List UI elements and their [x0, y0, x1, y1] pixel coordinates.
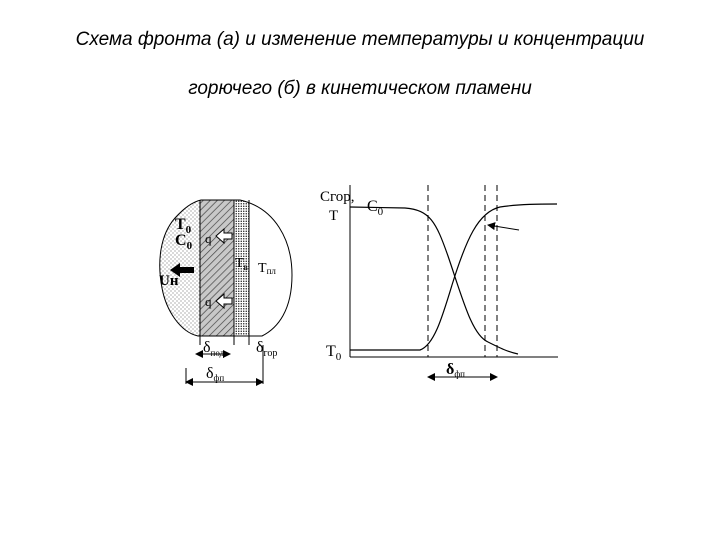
title-line-2: горючего (б) в кинетическом пламени [188, 78, 532, 99]
fuel-concentration-curve [350, 207, 518, 354]
ignition-point-arrow [488, 225, 519, 230]
burning-velocity-label: Uн [159, 273, 179, 289]
delta-pod-subscript: под [210, 348, 225, 358]
svg-text:C0 [367, 198, 384, 218]
preheat-zone [200, 195, 234, 345]
y-axis-label-line2: T [329, 208, 339, 224]
title-line-1: Схема фронта (а) и изменение температуры и концентрации [75, 29, 645, 50]
c0-subscript: 0 [186, 240, 193, 252]
delta-fp-symbol-b: δ [446, 361, 455, 378]
t0-curve-label: T [326, 343, 336, 360]
t0-label: T [175, 216, 186, 233]
svg-text:δфп [446, 361, 465, 379]
delta-pod-symbol: δ [203, 339, 211, 356]
c0-curve-subscript: 0 [377, 206, 384, 218]
delta-fp-symbol-a: δ [206, 365, 214, 382]
delta-fp-subscript-b: фп [454, 369, 465, 379]
delta-gor-subscript: гор [263, 348, 278, 359]
q-top-label: q [205, 231, 212, 246]
q-bottom-label: q [205, 294, 212, 309]
y-axis-label-line1: Cгор, [320, 189, 355, 205]
tpl-label: T [258, 261, 267, 276]
panel-a [150, 195, 350, 384]
c0-curve-label: C [367, 198, 378, 215]
tv-label: T [235, 256, 244, 271]
c0-label: C [175, 232, 187, 249]
t0-curve-subscript: 0 [335, 351, 342, 363]
tpl-subscript: пл [266, 266, 276, 276]
temperature-curve [350, 204, 557, 350]
svg-text:δпод [203, 339, 225, 358]
svg-text:T0 [326, 343, 342, 363]
t0-subscript: 0 [185, 224, 192, 236]
burning-velocity-arrow-shaft [179, 267, 194, 273]
delta-gor-symbol: δ [256, 339, 264, 356]
svg-text:δфп [206, 365, 224, 383]
panel-b [320, 185, 558, 379]
svg-text:δгор [256, 339, 277, 359]
tv-subscript: в [243, 262, 248, 272]
delta-fp-subscript-a: фп [213, 373, 225, 383]
